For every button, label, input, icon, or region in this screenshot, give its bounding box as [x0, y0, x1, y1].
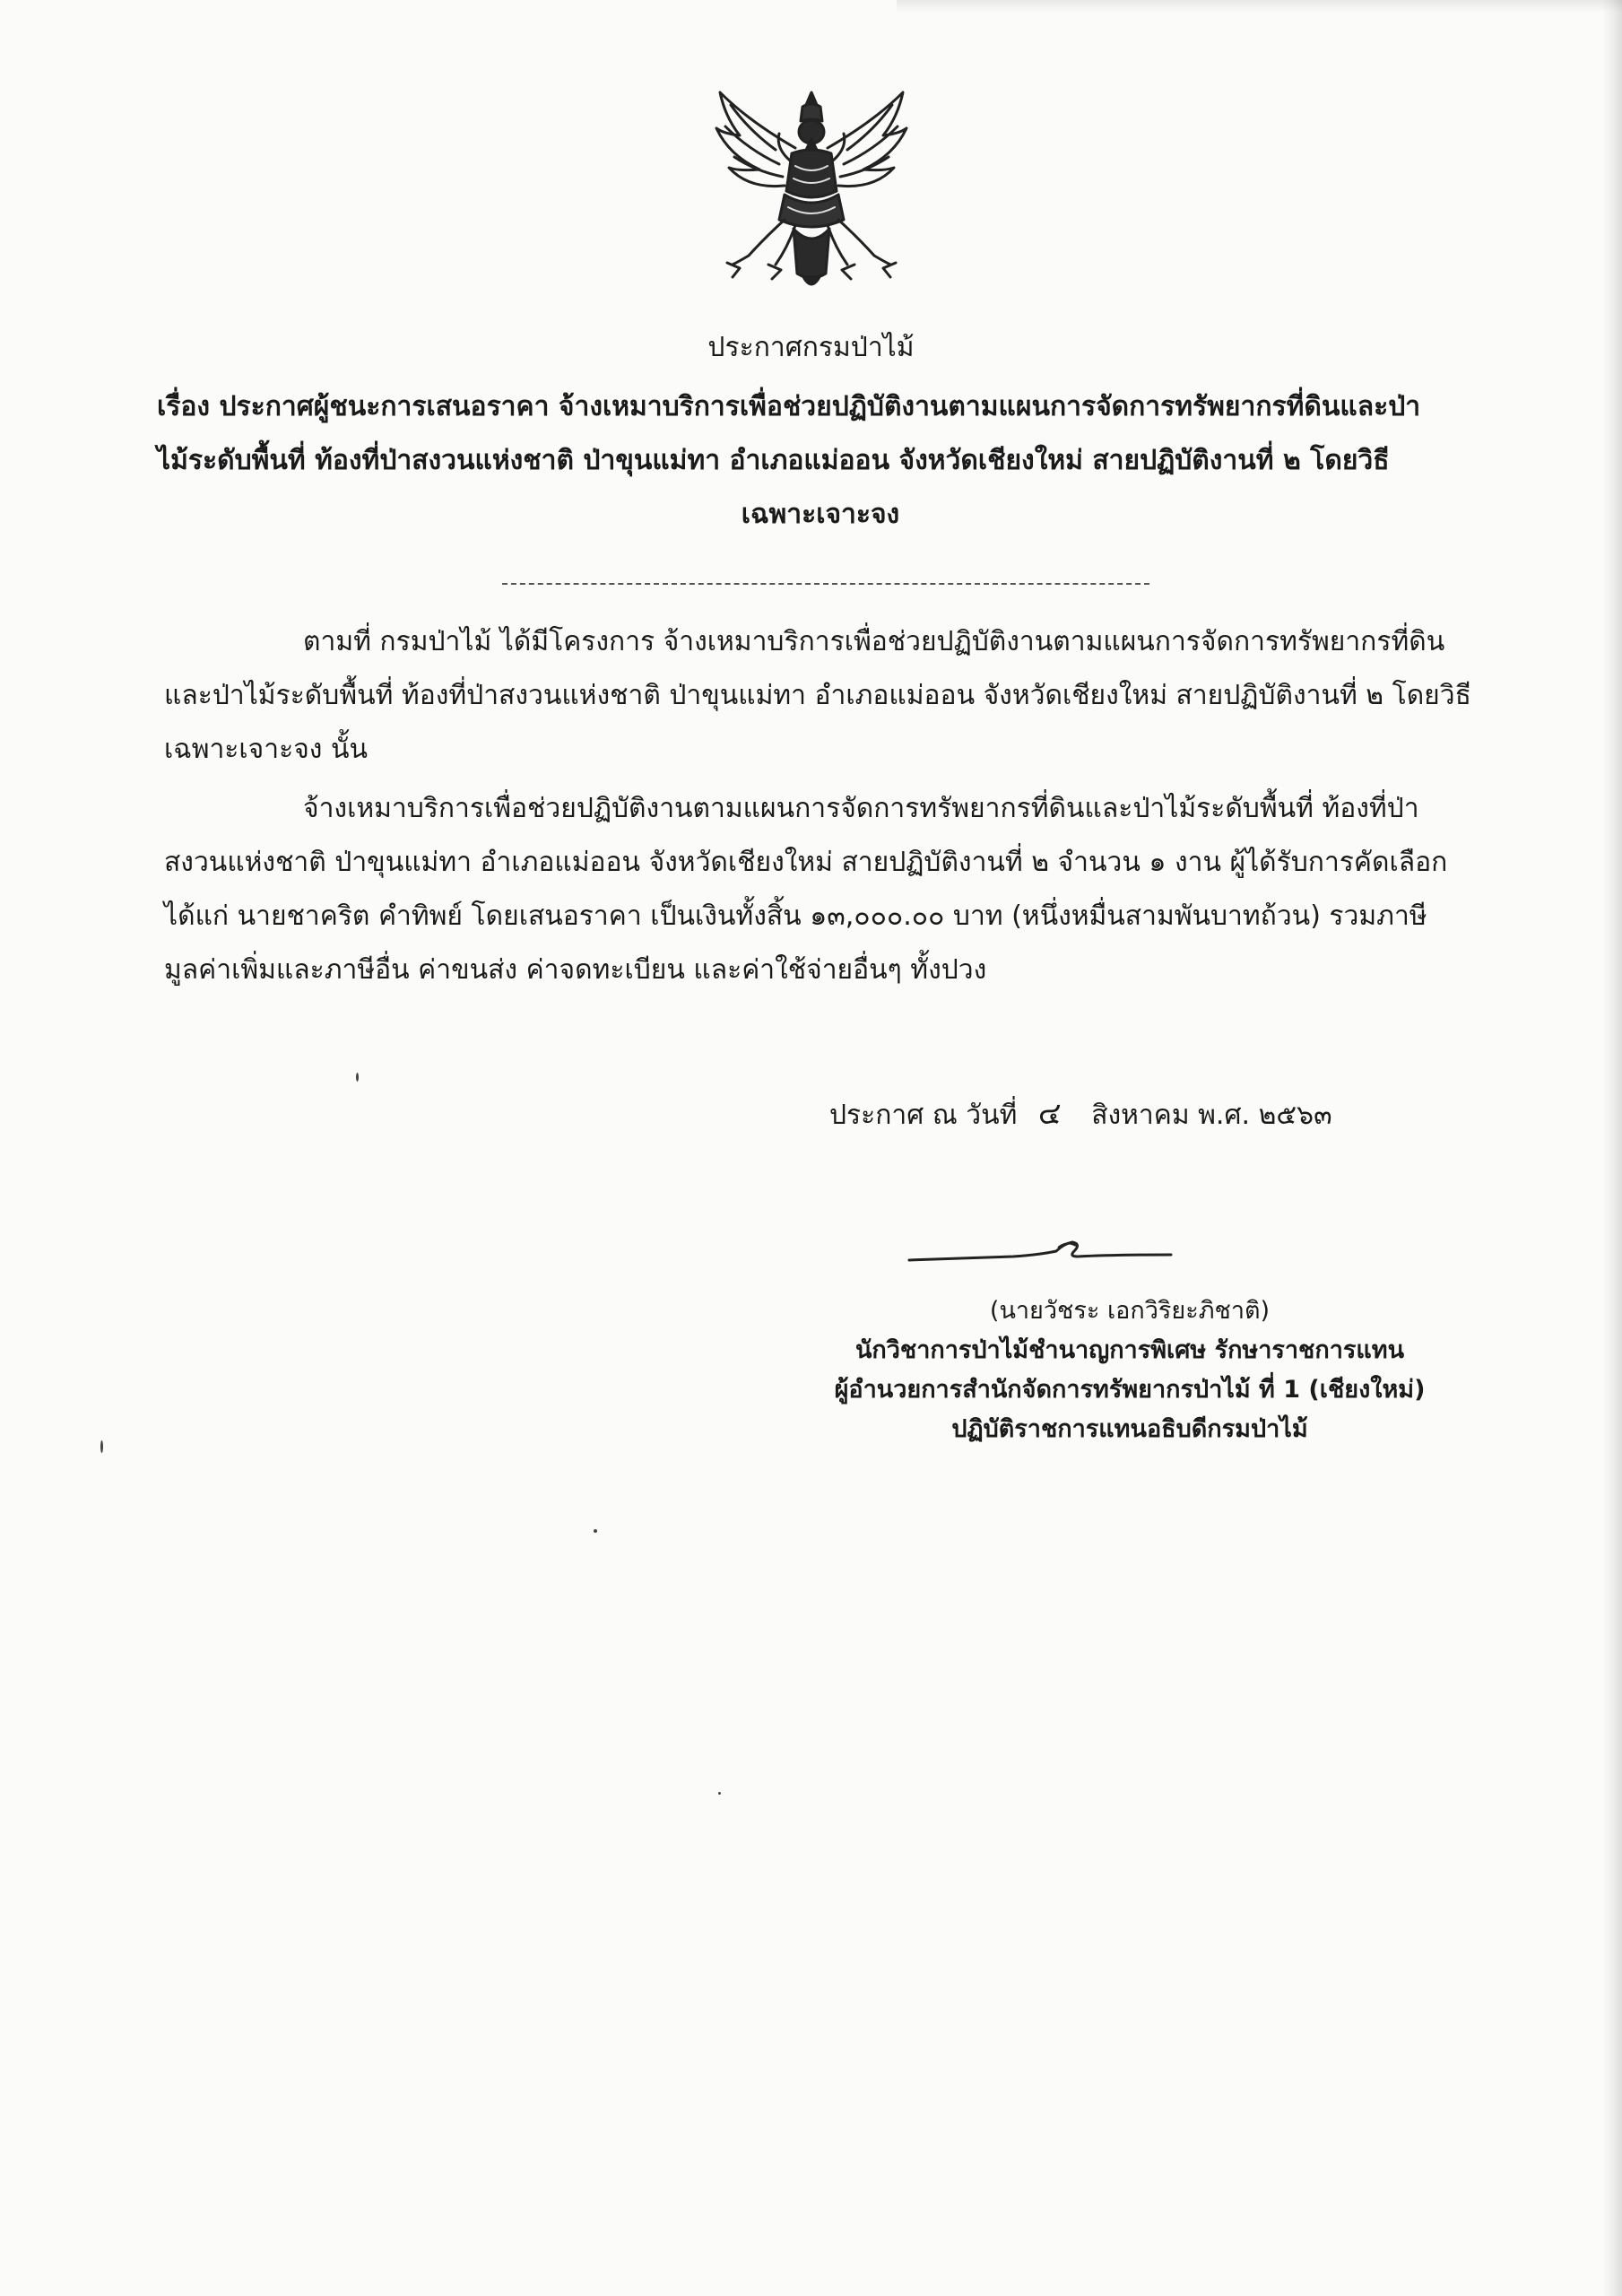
date-day: ๔: [1037, 1096, 1062, 1132]
paragraph-line: ตามที่ กรมป่าไม้ ได้มีโครงการ จ้างเหมาบริการเพื่อช่วยปฏิบัติงานตามแผนการจัดการทรัพยากรที่ดิน: [303, 626, 1445, 657]
announcement-date: [829, 1094, 1332, 1135]
subject-line: ไม้ระดับพื้นที่ ท้องที่ป่าสงวนแห่งชาติ ป่าขุนแม่ทา อำเภอแม่ออน จังหวัดเชียงใหม่ สายปฏิบัติงานที่ ๒ โดยวิธี: [157, 445, 1390, 476]
subject-line: เฉพาะเจาะจง: [741, 499, 900, 530]
signatory-name: (นายวัชระ เอกวิริยะภิชาติ): [989, 1297, 1271, 1325]
garuda-emblem-icon: [713, 85, 910, 300]
signatory-block: [789, 1292, 1470, 1449]
scan-speck: [100, 1440, 103, 1453]
signatory-position: นักวิชาการป่าไม้ชำนาญการพิเศษ รักษาราชการแทน: [854, 1336, 1405, 1364]
signatory-position: ปฏิบัติราชการแทนอธิบดีกรมป่าไม้: [951, 1415, 1308, 1443]
paragraph-line: เฉพาะเจาะจง นั้น: [164, 734, 368, 765]
scan-speck: [356, 1073, 359, 1082]
document-title: ประกาศกรมป่าไม้: [707, 332, 915, 363]
paragraph-line: ได้แก่ นายชาคริต คำทิพย์ โดยเสนอราคา เป็นเงินทั้งสิ้น ๑๓,๐๐๐.๐๐ บาท (หนึ่งหมื่นสามพันบาทถ้วน) รวมภาษี: [164, 900, 1427, 932]
document-subject: [157, 380, 1484, 542]
date-prefix: ประกาศ ณ วันที่: [829, 1100, 1018, 1131]
paragraph-winner: [164, 782, 1491, 997]
paragraph-line: มูลค่าเพิ่มและภาษีอื่น ค่าขนส่ง ค่าจดทะเบียน และค่าใช้จ่ายอื่นๆ ทั้งปวง: [164, 954, 987, 986]
subject-line: เรื่อง ประกาศผู้ชนะการเสนอราคา จ้างเหมาบริการเพื่อช่วยปฏิบัติงานตามแผนการจัดการทรัพยากรที่ดินและป่า: [157, 391, 1421, 422]
separator-line: [502, 583, 1149, 585]
handwritten-signature: [906, 1224, 1175, 1278]
date-month-year: สิงหาคม พ.ศ. ๒๕๖๓: [1091, 1100, 1332, 1131]
signatory-position: ผู้อำนวยการสำนักจัดการทรัพยากรป่าไม้ ที่ 1 (เชียงใหม่): [834, 1376, 1426, 1404]
scan-speck: [594, 1529, 597, 1533]
page-top-shadow: [897, 0, 1622, 13]
scan-speck: [718, 1792, 721, 1795]
paragraph-line: และป่าไม้ระดับพื้นที่ ท้องที่ป่าสงวนแห่งชาติ ป่าขุนแม่ทา อำเภอแม่ออน จังหวัดเชียงใหม่ สายปฏิบัติงานที่ ๒ โดยวิธี: [164, 680, 1471, 711]
paragraph-line: จ้างเหมาบริการเพื่อช่วยปฏิบัติงานตามแผนการจัดการทรัพยากรที่ดินและป่าไม้ระดับพื้นที่ ท้องที่ป่า: [303, 793, 1419, 824]
paragraph-announcement: [164, 615, 1491, 777]
paragraph-line: สงวนแห่งชาติ ป่าขุนแม่ทา อำเภอแม่ออน จังหวัดเชียงใหม่ สายปฏิบัติงานที่ ๒ จำนวน ๑ งาน ผู้ได้รับการคัดเลือก: [164, 847, 1448, 878]
